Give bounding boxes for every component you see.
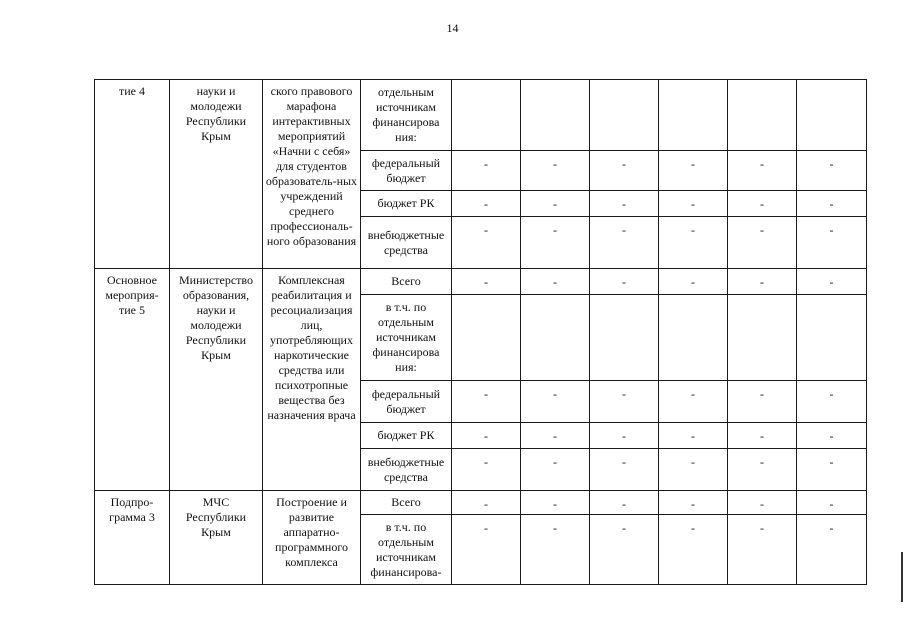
funding-source-cell: в т.ч. по отдельным источникам финансирова ния: bbox=[361, 295, 452, 381]
funding-source-cell: бюджет РК bbox=[361, 423, 452, 449]
funding-source-cell: федеральный бюджет bbox=[361, 381, 452, 423]
value-cell bbox=[521, 80, 590, 151]
activity-name-cell: Построение и развитие аппаратно-программного комплекса bbox=[263, 491, 361, 585]
value-cell: - bbox=[659, 381, 728, 423]
value-cell: - bbox=[452, 151, 521, 191]
value-cell bbox=[452, 80, 521, 151]
value-cell: - bbox=[728, 515, 797, 585]
activity-code-cell: тие 4 bbox=[95, 80, 170, 269]
value-cell: - bbox=[728, 217, 797, 269]
table-row bbox=[95, 491, 867, 515]
value-cell: - bbox=[452, 381, 521, 423]
value-cell: - bbox=[797, 191, 867, 217]
executor-cell: Министерство образования, науки и молодежи Республики Крым bbox=[170, 269, 263, 491]
funding-source-cell: Всего bbox=[361, 269, 452, 295]
value-cell bbox=[728, 295, 797, 381]
value-cell: - bbox=[590, 449, 659, 491]
funding-source-cell: отдельным источникам финансирова ния: bbox=[361, 80, 452, 151]
activity-code-cell: Подпро-грамма 3 bbox=[95, 491, 170, 585]
value-cell: - bbox=[659, 151, 728, 191]
scan-edge-mark bbox=[901, 552, 903, 602]
value-cell: - bbox=[590, 423, 659, 449]
activity-code-cell: Основное мероприя-тие 5 bbox=[95, 269, 170, 491]
value-cell: - bbox=[521, 449, 590, 491]
value-cell: - bbox=[659, 449, 728, 491]
value-cell: - bbox=[521, 217, 590, 269]
value-cell bbox=[659, 80, 728, 151]
value-cell: - bbox=[590, 269, 659, 295]
value-cell: - bbox=[797, 449, 867, 491]
funding-source-cell: внебюджетные средства bbox=[361, 449, 452, 491]
value-cell: - bbox=[590, 217, 659, 269]
value-cell bbox=[797, 80, 867, 151]
value-cell: - bbox=[728, 381, 797, 423]
value-cell bbox=[797, 295, 867, 381]
value-cell: - bbox=[797, 515, 867, 585]
value-cell: - bbox=[452, 191, 521, 217]
value-cell: - bbox=[521, 151, 590, 191]
value-cell bbox=[521, 295, 590, 381]
funding-source-cell: федеральный бюджет bbox=[361, 151, 452, 191]
value-cell bbox=[590, 295, 659, 381]
value-cell: - bbox=[797, 423, 867, 449]
value-cell bbox=[590, 80, 659, 151]
value-cell: - bbox=[452, 269, 521, 295]
value-cell: - bbox=[590, 381, 659, 423]
value-cell: - bbox=[728, 151, 797, 191]
funding-source-cell: бюджет РК bbox=[361, 191, 452, 217]
funding-table bbox=[94, 79, 867, 585]
value-cell: - bbox=[590, 515, 659, 585]
value-cell: - bbox=[590, 191, 659, 217]
value-cell: - bbox=[797, 217, 867, 269]
value-cell: - bbox=[452, 449, 521, 491]
value-cell: - bbox=[728, 449, 797, 491]
value-cell: - bbox=[728, 491, 797, 515]
value-cell: - bbox=[659, 217, 728, 269]
value-cell: - bbox=[521, 269, 590, 295]
value-cell: - bbox=[728, 191, 797, 217]
value-cell: - bbox=[797, 381, 867, 423]
value-cell: - bbox=[797, 269, 867, 295]
funding-source-cell: внебюджетные средства bbox=[361, 217, 452, 269]
value-cell: - bbox=[452, 423, 521, 449]
value-cell: - bbox=[452, 515, 521, 585]
value-cell: - bbox=[659, 515, 728, 585]
value-cell: - bbox=[521, 423, 590, 449]
value-cell: - bbox=[797, 491, 867, 515]
activity-name-cell: ского правового марафона интерактивных мероприятий «Начни с себя» для студентов образователь-ных учреждений среднего профессиональ-ного образования bbox=[263, 80, 361, 269]
value-cell: - bbox=[521, 381, 590, 423]
value-cell: - bbox=[728, 269, 797, 295]
value-cell: - bbox=[659, 423, 728, 449]
table-row bbox=[95, 80, 867, 151]
value-cell: - bbox=[659, 269, 728, 295]
value-cell: - bbox=[452, 217, 521, 269]
value-cell: - bbox=[521, 491, 590, 515]
value-cell: - bbox=[659, 491, 728, 515]
value-cell bbox=[659, 295, 728, 381]
value-cell: - bbox=[728, 423, 797, 449]
activity-name-cell: Комплексная реабилитация и ресоциализация лиц, употребляющих наркотические средства или психотропные вещества без назначения врача bbox=[263, 269, 361, 491]
value-cell: - bbox=[590, 491, 659, 515]
executor-cell: науки и молодежи Республики Крым bbox=[170, 80, 263, 269]
funding-source-cell: в т.ч. по отдельным источникам финансирова- bbox=[361, 515, 452, 585]
value-cell: - bbox=[659, 191, 728, 217]
value-cell bbox=[728, 80, 797, 151]
page-number: 14 bbox=[446, 21, 459, 35]
value-cell: - bbox=[521, 515, 590, 585]
value-cell: - bbox=[452, 491, 521, 515]
executor-cell: МЧС Республики Крым bbox=[170, 491, 263, 585]
value-cell: - bbox=[521, 191, 590, 217]
value-cell: - bbox=[590, 151, 659, 191]
value-cell: - bbox=[797, 151, 867, 191]
value-cell bbox=[452, 295, 521, 381]
table-row bbox=[95, 269, 867, 295]
funding-source-cell: Всего bbox=[361, 491, 452, 515]
